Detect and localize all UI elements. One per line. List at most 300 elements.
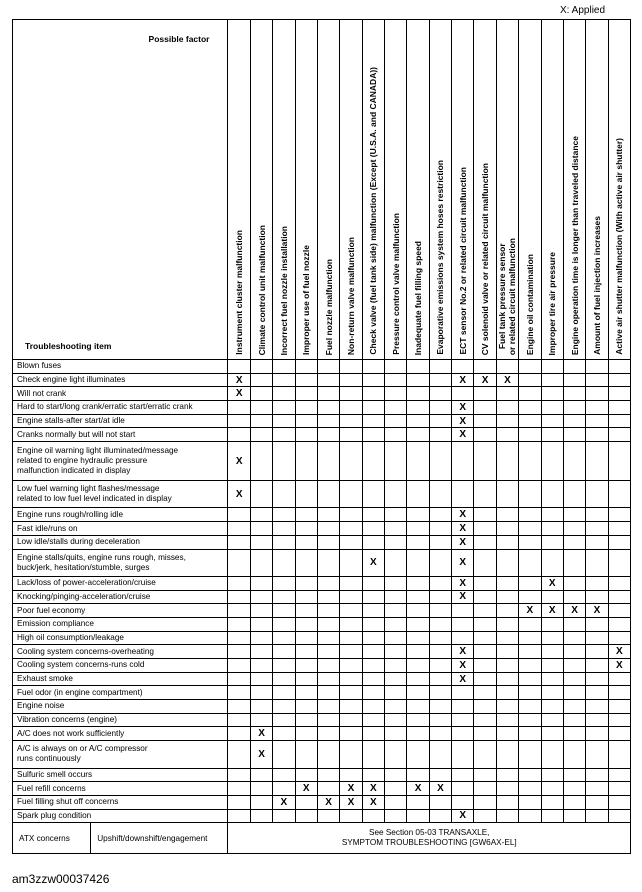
factor-cell [519, 700, 541, 714]
troubleshooting-item: Engine stalls-after start/at idle [13, 414, 228, 428]
factor-cell [519, 442, 541, 481]
factor-header [317, 20, 339, 360]
factor-cell [496, 727, 518, 741]
troubleshooting-item: Vibration concerns (engine) [13, 713, 228, 727]
factor-cell [295, 768, 317, 782]
applied-mark: X [429, 782, 451, 796]
factor-cell [407, 686, 429, 700]
factor-cell [250, 645, 272, 659]
factor-cell [474, 401, 496, 415]
factor-cell [273, 686, 295, 700]
factor-cell [385, 401, 407, 415]
factor-cell [452, 387, 474, 401]
factor-cell [474, 442, 496, 481]
factor-cell [563, 387, 585, 401]
factor-cell [317, 522, 339, 536]
troubleshooting-item: Cranks normally but will not start [13, 428, 228, 442]
applied-mark: X [608, 659, 630, 673]
table-row [13, 713, 631, 727]
factor-label: Fuel tank pressure sensor or related circuit malfunction [497, 237, 518, 355]
table-row [13, 659, 631, 673]
factor-cell [586, 795, 608, 809]
factor-cell [385, 360, 407, 374]
factor-cell [541, 700, 563, 714]
factor-cell [541, 535, 563, 549]
factor-cell [317, 686, 339, 700]
factor-cell [273, 360, 295, 374]
factor-cell [385, 590, 407, 604]
factor-cell [362, 631, 384, 645]
factor-label: Fuel nozzle malfunction [323, 258, 334, 355]
factor-cell [340, 481, 362, 508]
factor-cell [563, 782, 585, 796]
factor-cell [295, 590, 317, 604]
factor-cell [541, 442, 563, 481]
factor-cell [429, 700, 451, 714]
factor-cell [385, 809, 407, 823]
factor-cell [385, 700, 407, 714]
factor-cell [273, 535, 295, 549]
factor-cell [407, 508, 429, 522]
factor-cell [608, 617, 630, 631]
factor-cell [586, 549, 608, 576]
factor-cell [250, 576, 272, 590]
factor-cell [474, 672, 496, 686]
factor-cell [608, 535, 630, 549]
factor-cell [340, 549, 362, 576]
factor-cell [340, 360, 362, 374]
factor-cell [608, 414, 630, 428]
factor-cell [362, 508, 384, 522]
applied-mark: X [273, 795, 295, 809]
table-row [13, 645, 631, 659]
factor-cell [362, 373, 384, 387]
table-row [13, 401, 631, 415]
factor-cell [586, 522, 608, 536]
factor-cell [519, 686, 541, 700]
factor-cell [541, 809, 563, 823]
factor-cell [429, 741, 451, 768]
factor-cell [563, 631, 585, 645]
factor-cell [250, 795, 272, 809]
factor-cell [407, 659, 429, 673]
factor-cell [273, 631, 295, 645]
factor-cell [563, 700, 585, 714]
factor-cell [228, 700, 250, 714]
factor-cell [385, 768, 407, 782]
factor-cell [228, 659, 250, 673]
factor-cell [608, 809, 630, 823]
factor-cell [429, 795, 451, 809]
table-row [13, 428, 631, 442]
troubleshooting-item: Engine stalls/quits, engine runs rough, misses, buck/jerk, hesitation/stumble, surges [13, 549, 228, 576]
factor-header [519, 20, 541, 360]
factor-cell [385, 387, 407, 401]
factor-cell [429, 508, 451, 522]
factor-cell [295, 414, 317, 428]
factor-cell [250, 549, 272, 576]
factor-cell [541, 617, 563, 631]
atx-row [13, 823, 631, 854]
factor-cell [273, 576, 295, 590]
factor-cell [563, 809, 585, 823]
factor-cell [474, 795, 496, 809]
factor-cell [407, 700, 429, 714]
factor-cell [295, 549, 317, 576]
factor-cell [563, 442, 585, 481]
table-row [13, 672, 631, 686]
factor-cell [608, 442, 630, 481]
factor-cell [317, 782, 339, 796]
factor-cell [407, 373, 429, 387]
factor-cell [519, 590, 541, 604]
factor-cell [563, 672, 585, 686]
factor-cell [385, 522, 407, 536]
factor-label: CV solenoid valve or related circuit malfunction [480, 162, 491, 355]
factor-cell [273, 727, 295, 741]
factor-cell [608, 590, 630, 604]
factor-cell [452, 360, 474, 374]
factor-cell [317, 645, 339, 659]
factor-cell [407, 481, 429, 508]
factor-cell [541, 508, 563, 522]
table-row [13, 360, 631, 374]
factor-cell [429, 549, 451, 576]
factor-cell [519, 576, 541, 590]
factor-cell [228, 522, 250, 536]
factor-cell [385, 645, 407, 659]
factor-cell [385, 672, 407, 686]
factor-cell [228, 414, 250, 428]
factor-cell [362, 741, 384, 768]
factor-cell [273, 768, 295, 782]
factor-cell [541, 727, 563, 741]
factor-cell [273, 672, 295, 686]
troubleshooting-item: Poor fuel economy [13, 604, 228, 618]
factor-cell [519, 672, 541, 686]
factor-cell [563, 549, 585, 576]
factor-cell [407, 795, 429, 809]
factor-cell [250, 428, 272, 442]
factor-cell [474, 604, 496, 618]
factor-cell [340, 604, 362, 618]
factor-label: Amount of fuel injection increases [591, 216, 602, 355]
factor-cell [340, 428, 362, 442]
table-row [13, 590, 631, 604]
factor-cell [385, 604, 407, 618]
troubleshooting-item: Low fuel warning light flashes/message related to low fuel level indicated in display [13, 481, 228, 508]
factor-cell [474, 590, 496, 604]
factor-cell [474, 741, 496, 768]
factor-cell [295, 727, 317, 741]
factor-cell [496, 795, 518, 809]
applied-mark: X [228, 442, 250, 481]
table-row [13, 782, 631, 796]
factor-label: Check valve (fuel tank side) malfunction (Except (U.S.A. and CANADA)) [368, 67, 379, 355]
factor-cell [429, 631, 451, 645]
factor-cell [452, 782, 474, 796]
factor-cell [429, 590, 451, 604]
factor-cell [474, 700, 496, 714]
factor-cell [608, 672, 630, 686]
factor-cell [250, 604, 272, 618]
factor-cell [317, 700, 339, 714]
factor-cell [317, 481, 339, 508]
factor-cell [429, 481, 451, 508]
applied-mark: X [496, 373, 518, 387]
factor-cell [496, 535, 518, 549]
factor-cell [317, 508, 339, 522]
applied-mark: X [295, 782, 317, 796]
factor-cell [340, 631, 362, 645]
factor-cell [452, 481, 474, 508]
factor-cell [317, 549, 339, 576]
factor-cell [340, 401, 362, 415]
factor-cell [407, 442, 429, 481]
factor-cell [317, 631, 339, 645]
table-row [13, 414, 631, 428]
factor-cell [563, 741, 585, 768]
factor-cell [250, 481, 272, 508]
factor-cell [586, 741, 608, 768]
troubleshooting-item: Knocking/pinging-acceleration/cruise [13, 590, 228, 604]
factor-cell [228, 576, 250, 590]
factor-cell [608, 373, 630, 387]
factor-cell [228, 401, 250, 415]
factor-cell [429, 576, 451, 590]
factor-cell [608, 549, 630, 576]
factor-cell [563, 795, 585, 809]
factor-cell [541, 713, 563, 727]
factor-cell [228, 686, 250, 700]
factor-cell [563, 645, 585, 659]
factor-cell [385, 549, 407, 576]
factor-label: Evaporative emissions system hoses restriction [435, 160, 446, 355]
factor-cell [429, 535, 451, 549]
troubleshooting-table [12, 19, 631, 854]
factor-cell [474, 576, 496, 590]
applied-mark: X [452, 659, 474, 673]
factor-cell [474, 659, 496, 673]
factor-cell [586, 768, 608, 782]
factor-cell [586, 360, 608, 374]
factor-cell [519, 414, 541, 428]
factor-cell [273, 414, 295, 428]
factor-cell [407, 617, 429, 631]
applied-mark: X [452, 373, 474, 387]
factor-cell [295, 428, 317, 442]
factor-cell [541, 590, 563, 604]
factor-cell [228, 428, 250, 442]
factor-cell [541, 645, 563, 659]
factor-cell [362, 604, 384, 618]
factor-cell [407, 809, 429, 823]
factor-header [496, 20, 518, 360]
factor-cell [586, 782, 608, 796]
factor-cell [519, 373, 541, 387]
factor-cell [407, 604, 429, 618]
factor-cell [563, 713, 585, 727]
factor-cell [429, 604, 451, 618]
factor-cell [340, 414, 362, 428]
troubleshooting-item: Cooling system concerns-runs cold [13, 659, 228, 673]
factor-cell [452, 727, 474, 741]
factor-cell [474, 414, 496, 428]
factor-cell [586, 727, 608, 741]
atx-note: See Section 05-03 TRANSAXLE, SYMPTOM TROUBLESHOOTING [GW6AX-EL] [228, 823, 631, 854]
factor-cell [407, 401, 429, 415]
factor-cell [340, 535, 362, 549]
factor-cell [407, 549, 429, 576]
factor-cell [362, 387, 384, 401]
factor-cell [496, 604, 518, 618]
applied-mark: X [541, 604, 563, 618]
factor-cell [250, 360, 272, 374]
factor-cell [250, 535, 272, 549]
factor-cell [586, 713, 608, 727]
factor-cell [496, 387, 518, 401]
factor-cell [385, 576, 407, 590]
factor-cell [519, 809, 541, 823]
factor-cell [496, 686, 518, 700]
factor-cell [519, 713, 541, 727]
troubleshooting-item: Fuel odor (in engine compartment) [13, 686, 228, 700]
factor-header [295, 20, 317, 360]
factor-cell [385, 782, 407, 796]
factor-cell [362, 727, 384, 741]
factor-cell [295, 659, 317, 673]
factor-cell [429, 401, 451, 415]
applied-mark: X [452, 576, 474, 590]
factor-cell [273, 401, 295, 415]
factor-cell [385, 795, 407, 809]
factor-cell [317, 659, 339, 673]
factor-cell [385, 428, 407, 442]
troubleshooting-item-heading: Troubleshooting item [25, 341, 112, 351]
factor-cell [340, 700, 362, 714]
factor-cell [496, 713, 518, 727]
factor-cell [295, 617, 317, 631]
factor-cell [608, 768, 630, 782]
factor-cell [295, 481, 317, 508]
applied-mark: X [362, 549, 384, 576]
factor-cell [429, 809, 451, 823]
applied-mark: X [340, 795, 362, 809]
factor-cell [340, 645, 362, 659]
troubleshooting-item: Cooling system concerns-overheating [13, 645, 228, 659]
factor-cell [407, 387, 429, 401]
factor-cell [362, 809, 384, 823]
factor-cell [362, 686, 384, 700]
factor-cell [452, 741, 474, 768]
factor-cell [250, 590, 272, 604]
factor-cell [273, 522, 295, 536]
factor-cell [385, 713, 407, 727]
factor-label: Inadequate fuel filling speed [413, 240, 424, 355]
factor-header [452, 20, 474, 360]
factor-cell [496, 672, 518, 686]
factor-cell [496, 645, 518, 659]
factor-cell [608, 727, 630, 741]
factor-cell [295, 401, 317, 415]
factor-cell [563, 576, 585, 590]
factor-cell [563, 401, 585, 415]
factor-cell [317, 535, 339, 549]
troubleshooting-item: Fast idle/runs on [13, 522, 228, 536]
factor-cell [496, 590, 518, 604]
factor-cell [362, 645, 384, 659]
possible-factor-heading: Possible factor [148, 34, 210, 44]
factor-cell [474, 481, 496, 508]
factor-cell [340, 727, 362, 741]
factor-cell [228, 549, 250, 576]
factor-cell [317, 713, 339, 727]
factor-cell [608, 508, 630, 522]
troubleshooting-item: Engine runs rough/rolling idle [13, 508, 228, 522]
troubleshooting-item: Fuel refill concerns [13, 782, 228, 796]
factor-cell [429, 659, 451, 673]
factor-cell [496, 414, 518, 428]
factor-cell [563, 686, 585, 700]
factor-cell [429, 713, 451, 727]
factor-cell [273, 782, 295, 796]
applied-mark: X [362, 795, 384, 809]
factor-cell [586, 414, 608, 428]
troubleshooting-item: A/C is always on or A/C compressor runs continuously [13, 741, 228, 768]
factor-cell [474, 782, 496, 796]
factor-cell [295, 741, 317, 768]
table-row [13, 700, 631, 714]
factor-cell [340, 713, 362, 727]
table-row [13, 795, 631, 809]
factor-cell [608, 387, 630, 401]
factor-cell [563, 768, 585, 782]
factor-cell [407, 768, 429, 782]
factor-cell [586, 672, 608, 686]
factor-cell [586, 428, 608, 442]
factor-cell [407, 741, 429, 768]
factor-cell [541, 768, 563, 782]
factor-cell [362, 401, 384, 415]
factor-cell [541, 741, 563, 768]
factor-cell [340, 508, 362, 522]
factor-cell [317, 617, 339, 631]
factor-cell [273, 741, 295, 768]
factor-cell [295, 576, 317, 590]
factor-cell [474, 508, 496, 522]
factor-cell [362, 535, 384, 549]
factor-cell [429, 387, 451, 401]
applied-mark: X [250, 727, 272, 741]
troubleshooting-item: Low idle/stalls during deceleration [13, 535, 228, 549]
factor-cell [295, 700, 317, 714]
factor-cell [586, 373, 608, 387]
factor-cell [608, 428, 630, 442]
factor-cell [362, 700, 384, 714]
factor-cell [586, 700, 608, 714]
troubleshooting-item: High oil consumption/leakage [13, 631, 228, 645]
factor-cell [541, 387, 563, 401]
factor-cell [228, 617, 250, 631]
factor-cell [608, 576, 630, 590]
factor-cell [519, 535, 541, 549]
factor-cell [541, 549, 563, 576]
troubleshooting-item: Hard to start/long crank/erratic start/erratic crank [13, 401, 228, 415]
factor-cell [250, 672, 272, 686]
factor-cell [563, 414, 585, 428]
factor-label: Climate control unit malfunction [256, 224, 267, 355]
factor-cell [273, 604, 295, 618]
